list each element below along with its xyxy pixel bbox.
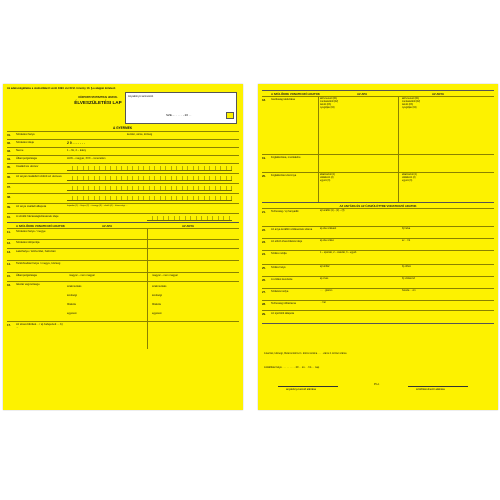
name-entry-cells[interactable] — [67, 176, 232, 181]
form-page-back — [258, 84, 498, 410]
row-label: Iskolai végzettsége — [16, 282, 40, 286]
column-divider — [398, 155, 399, 172]
row-label: A szülők házasságkötésének ideje — [16, 214, 59, 218]
row-number: 03. — [7, 149, 11, 153]
row-number: 21. — [262, 210, 266, 214]
row-number: 08. — [7, 195, 11, 199]
row-value[interactable]: b) halva — [402, 228, 411, 230]
row-label: Neme — [16, 148, 24, 152]
row-number: 11. — [7, 230, 11, 234]
row-label: Az előző élveszületés ideje — [271, 240, 303, 243]
table-row — [262, 250, 494, 264]
column-divider — [147, 249, 148, 260]
signature-line-parent[interactable] — [408, 386, 468, 387]
row-number: 12. — [7, 241, 11, 245]
child-data-rows — [7, 131, 239, 349]
column-divider — [147, 273, 148, 281]
row-value[interactable]: b) otthon — [402, 266, 412, 268]
row-label: Születési időpontja — [16, 240, 40, 244]
row-value[interactable]: a) élve született — [320, 228, 337, 230]
row-number: 06. — [7, 175, 11, 179]
entry-cells[interactable] — [147, 216, 232, 221]
form-title-block — [73, 96, 123, 105]
row-label: Lakóhelye / közterület, házszám — [16, 249, 56, 253]
column-divider — [147, 229, 148, 239]
district-line: A kerület, községi, fővárosi körzet 1. körzet száma . . . . város 2. körzet száma — [264, 352, 347, 355]
row-number: 14. — [7, 262, 11, 266]
row-number: 27. — [262, 290, 266, 294]
school-option[interactable]: főiskola — [152, 303, 161, 306]
column-divider — [147, 322, 148, 349]
table-row — [7, 321, 239, 349]
school-option[interactable]: érettségi — [67, 294, 77, 297]
row-label: Az élveszülöttek... / a) befejezett ... b) ... — [16, 322, 63, 330]
table-row — [7, 173, 239, 183]
mother-employment-options[interactable]: alkalmazott (1) vállalkozó (2) egyéni (3) — [402, 174, 418, 182]
table-row — [7, 183, 239, 193]
table-row — [262, 96, 494, 154]
row-number: 04. — [7, 157, 11, 161]
table-row — [7, 203, 239, 213]
row-number: 22. — [262, 228, 266, 232]
parent-signature-label: szülő/kérelmező aláírása — [416, 388, 445, 391]
father-column-header: AZ APA — [102, 224, 113, 228]
father-citizenship-option[interactable]: magyar – nem magyar — [69, 274, 95, 277]
mother-column-header: AZ ANYA — [182, 224, 195, 228]
entry-cells[interactable] — [67, 196, 232, 201]
table-row — [7, 193, 239, 203]
table-row — [262, 276, 494, 288]
column-divider — [318, 155, 319, 172]
mother-column-header: AZ ANYA — [432, 92, 445, 96]
marital-status-field[interactable]: hajadon (1) – férjes (2) – özvegy (3) – elvált (4) – házassági ... — [67, 205, 128, 207]
row-number: 01. — [7, 133, 11, 137]
row-label: Születési ideje — [16, 140, 35, 144]
section-child-header: A GYERMEK — [113, 126, 133, 130]
school-option[interactable]: egyetem — [152, 312, 162, 315]
row-label: Szülés helye — [271, 266, 286, 269]
row-label: Szülés módja — [271, 252, 287, 255]
row-value[interactable]: 1 – spontán, 2 – császár, 3 – egyéb — [320, 252, 357, 254]
table-row — [7, 163, 239, 173]
row-value[interactable]: a) orvos — [320, 278, 329, 280]
table-row — [7, 260, 239, 272]
table-row — [262, 238, 494, 250]
table-row — [7, 239, 239, 248]
table-row — [7, 147, 239, 155]
row-number: 19. — [262, 156, 266, 160]
father-employment-options[interactable]: alkalmazott (1) vállalkozó (2) egyéni (3) — [320, 174, 336, 182]
issue-place-line[interactable]: A kiállítás helye . . . . . . . . . 20 . . év . . hó . . nap — [264, 366, 320, 369]
table-row — [262, 288, 494, 300]
row-number: 29. — [262, 312, 266, 316]
row-number: 25. — [262, 266, 266, 270]
row-label: Foglalkozása, munkaköre — [271, 156, 301, 159]
table-row — [262, 172, 494, 202]
row-label: A szülést levezette — [271, 278, 293, 281]
father-column-header: AZ APA — [357, 92, 368, 96]
table-row — [7, 281, 239, 321]
column-divider — [147, 282, 148, 321]
citizenship-field[interactable]: HUN – magyar, XXX – ismeretlen — [67, 157, 106, 160]
table-row — [262, 300, 494, 310]
school-option[interactable]: szakmunkás — [152, 285, 167, 288]
row-number: 09. — [7, 205, 11, 209]
table-row — [262, 264, 494, 276]
table-row — [7, 155, 239, 163]
legal-note: Az adatszolgáltatás a statisztikáról szóló 1993. évi XLVI. törvény 10. §-a alapján kötelező — [7, 87, 116, 90]
table-row — [7, 228, 239, 239]
column-divider — [318, 97, 319, 154]
table-row — [7, 213, 239, 222]
column-divider — [398, 97, 399, 154]
table-row — [7, 272, 239, 281]
birth-date-field[interactable]: 2 0 . . . . . . . — [67, 141, 85, 145]
row-number: 13. — [7, 250, 11, 254]
row-value[interactable]: a) élve szület. — [320, 240, 335, 242]
column-divider — [398, 173, 399, 202]
row-label: Tartózkodási helye / megye, község — [16, 261, 61, 265]
parents-section-header: A SZÜLŐKRE VONATKOZÓ ADATOK — [271, 92, 320, 96]
row-value[interactable]: év . . hó — [402, 240, 411, 242]
row-label: Születési helye — [16, 132, 35, 136]
row-label: Az anyai családtól szülött az utóneve — [16, 174, 62, 178]
row-number: 17. — [7, 323, 11, 327]
row-label: Az anya korábbi szüléseinek száma — [271, 228, 313, 231]
row-label: Az újszülött állapota — [271, 312, 295, 315]
registry-check-box[interactable] — [226, 112, 234, 119]
name-entry-cells[interactable] — [67, 166, 232, 171]
row-number: 05. — [7, 165, 11, 169]
row-number: 07. — [7, 185, 11, 189]
row-value[interactable]: a) kórház — [320, 266, 330, 268]
row-label: Állampolgársága — [16, 156, 37, 160]
registry-code: SZE - . . . . . - 20 . . — [166, 113, 192, 117]
row-value[interactable]: . . hét — [320, 302, 326, 304]
row-number: 15. — [7, 274, 11, 278]
row-number: 24. — [262, 252, 266, 256]
signature-line-registrar[interactable] — [278, 386, 338, 387]
mother-citizenship-option[interactable]: magyar – nem magyar — [152, 274, 178, 277]
row-label: Az anya családi állapota — [16, 204, 47, 208]
row-number: 18. — [262, 98, 266, 102]
row-number: 20. — [262, 174, 266, 178]
column-divider — [147, 240, 148, 248]
row-label: Állampolgársága — [16, 273, 37, 277]
registrar-signature-label: anyakönyvvezető aláírása — [286, 388, 316, 391]
row-number: 26. — [262, 278, 266, 282]
table-row — [262, 226, 494, 238]
row-value[interactable]: . . . . gramm — [320, 290, 333, 292]
row-label: Gazdasági aktivitása — [271, 98, 295, 101]
row-number: 16. — [7, 283, 11, 287]
table-row — [7, 131, 239, 139]
mother-activity-options[interactable]: aktív kereső (01) munkanélküli (02) tanuló (03) nyugdíjas (04) — [402, 98, 421, 109]
parents-section-header: A SZÜLŐKRE VONATKOZÓ ADATOK — [16, 224, 65, 228]
parents-continued-table — [262, 90, 494, 324]
table-row — [7, 248, 239, 260]
entry-cells[interactable] — [67, 186, 232, 191]
row-label: Terhesség / a) hanyadik — [271, 210, 299, 213]
form-title: ÉLVESZÜLETÉSI LAP — [74, 100, 122, 105]
row-value[interactable]: hossza . . cm — [402, 290, 416, 292]
row-number: 10. — [7, 215, 11, 219]
row-label: Foglalkozási viszonya — [271, 174, 297, 177]
table-row — [262, 154, 494, 172]
row-number: 23. — [262, 240, 266, 244]
row-number: 02. — [7, 141, 11, 145]
row-label: Születési súlya — [271, 290, 289, 293]
row-value[interactable]: kerület, város, község — [127, 133, 153, 136]
sex-field[interactable]: 1 – fiú, 2 – leány — [67, 149, 87, 152]
row-value[interactable]: a) korábbi (1) – (2) – (3) — [320, 210, 345, 212]
school-option[interactable]: egyetem — [67, 312, 77, 315]
office-use-box — [125, 92, 237, 124]
registry-label: Anyakönyvi azonosító — [128, 95, 154, 98]
row-number: 28. — [262, 302, 266, 306]
table-row — [7, 139, 239, 147]
school-option[interactable]: érettségi — [152, 294, 162, 297]
row-label: Családi és utónév — [16, 164, 39, 168]
table-row — [262, 310, 494, 324]
table-row — [262, 208, 494, 226]
row-label: Terhesség időtartama — [271, 302, 296, 305]
school-option[interactable]: főiskola — [67, 303, 76, 306]
row-value[interactable]: b) szülésznő — [402, 278, 415, 280]
father-activity-options[interactable]: aktív kereső (01) munkanélküli (02) tanuló (03) nyugdíjas (04) — [320, 98, 339, 109]
stamp-placeholder: P.H. — [374, 382, 380, 386]
organization-name: KÖZPONTI STATISZTIKAI HIVATAL — [78, 96, 118, 99]
row-label: Születési helye / megye — [16, 229, 46, 233]
form-page-front — [3, 84, 243, 410]
school-option[interactable]: szakmunkás — [67, 285, 82, 288]
column-divider — [147, 261, 148, 272]
column-divider — [318, 173, 319, 202]
mother-newborn-section-header: AZ ANYÁRA ÉS AZ ÚJSZÜLÖTTRE VONATKOZÓ ADATOK — [339, 204, 417, 208]
